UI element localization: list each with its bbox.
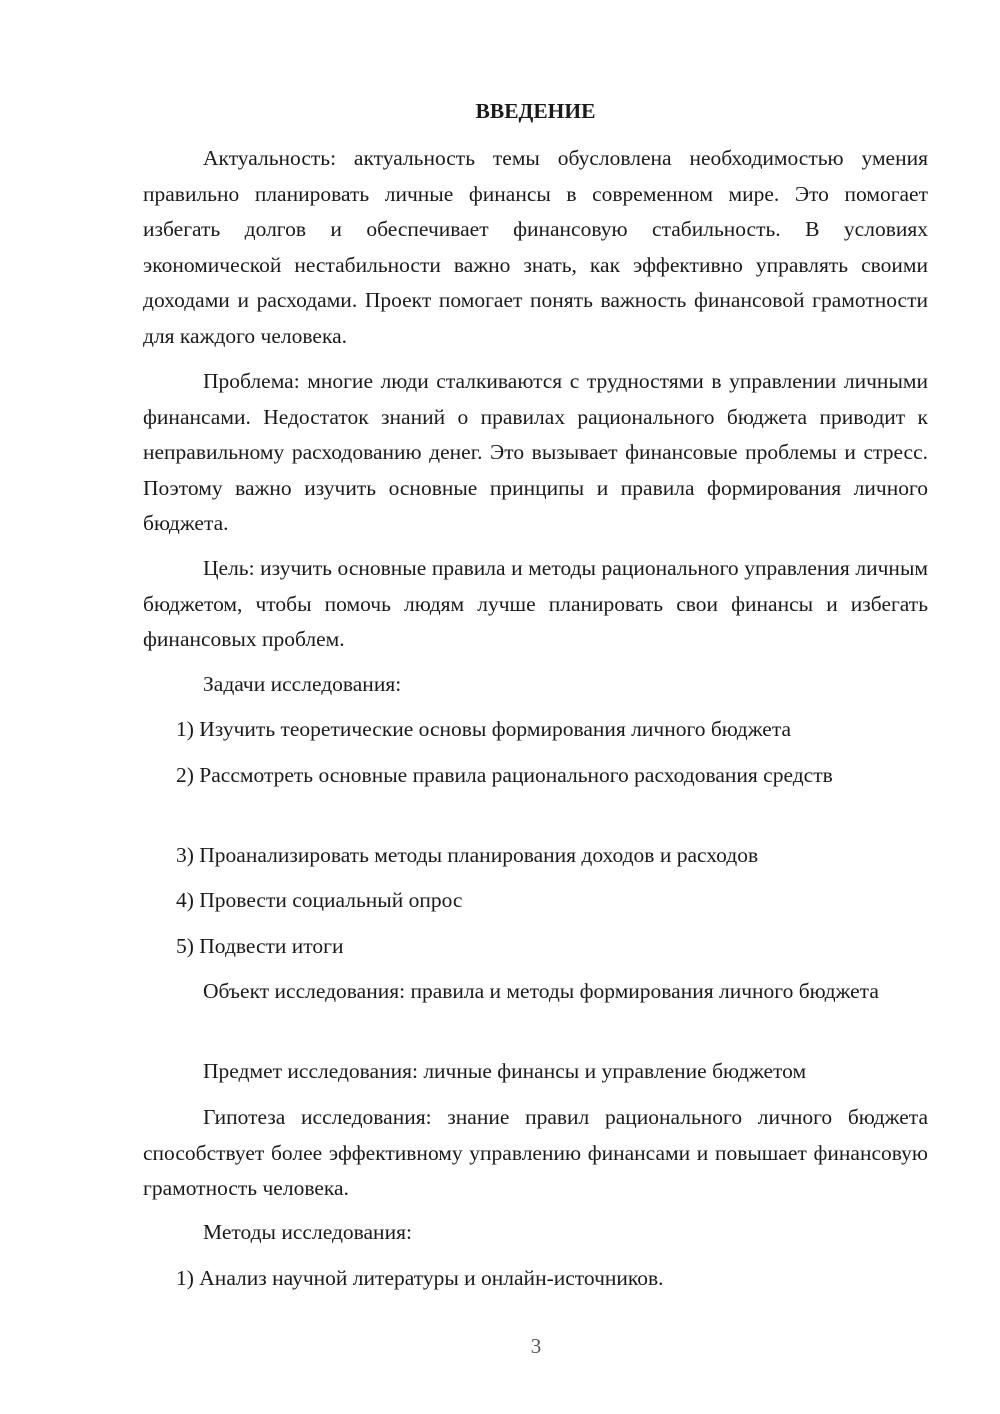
paragraph-subject: Предмет исследования: личные финансы и управление бюджетом [203, 1059, 807, 1083]
method-item-1: 1) Анализ научной литературы и онлайн-источников. [176, 1266, 664, 1290]
page-number: 3 [530, 1334, 542, 1358]
task-item-5: 5) Подвести итоги [176, 934, 344, 958]
paragraph-hypothesis: Гипотеза исследования: знание правил рационального личного бюджета способствует более эффективному управлению финансами и повышает финансовую грамотность человека. [143, 1105, 928, 1200]
tasks-intro: Задачи исследования: [203, 672, 402, 696]
page-title: ВВЕДЕНИЕ [475, 99, 596, 123]
task-item-1: 1) Изучить теоретические основы формирования личного бюджета [176, 717, 792, 741]
methods-intro: Методы исследования: [203, 1220, 412, 1244]
paragraph-relevance: Актуальность: актуальность темы обусловлена необходимостью умения правильно планировать личные финансы в современном мире. Это помогает избегать долгов и обеспечивает финансовую стабильность. В условиях экономической нестабильности важно знать, как эффективно управлять своими доходами и расходами. Проект помогает понять важность финансовой грамотности для каждого человека. [143, 146, 928, 348]
paragraph-goal: Цель: изучить основные правила и методы рационального управления личным бюджетом, чтобы помочь людям лучше планировать свои финансы и избегать финансовых проблем. [143, 556, 928, 651]
task-item-4: 4) Провести социальный опрос [176, 888, 463, 912]
paragraph-object: Объект исследования: правила и методы формирования личного бюджета [203, 979, 879, 1003]
task-item-3: 3) Проанализировать методы планирования доходов и расходов [176, 843, 759, 867]
paragraph-problem: Проблема: многие люди сталкиваются с трудностями в управлении личными финансами. Недостаток знаний о правилах рационального бюджета приводит к неправильному расходованию денег. Это вызывает финансовые проблемы и стресс. Поэтому важно изучить основные принципы и правила формирования личного бюджета. [143, 369, 928, 535]
task-item-2: 2) Рассмотреть основные правила рационального расходования средств [176, 763, 833, 787]
